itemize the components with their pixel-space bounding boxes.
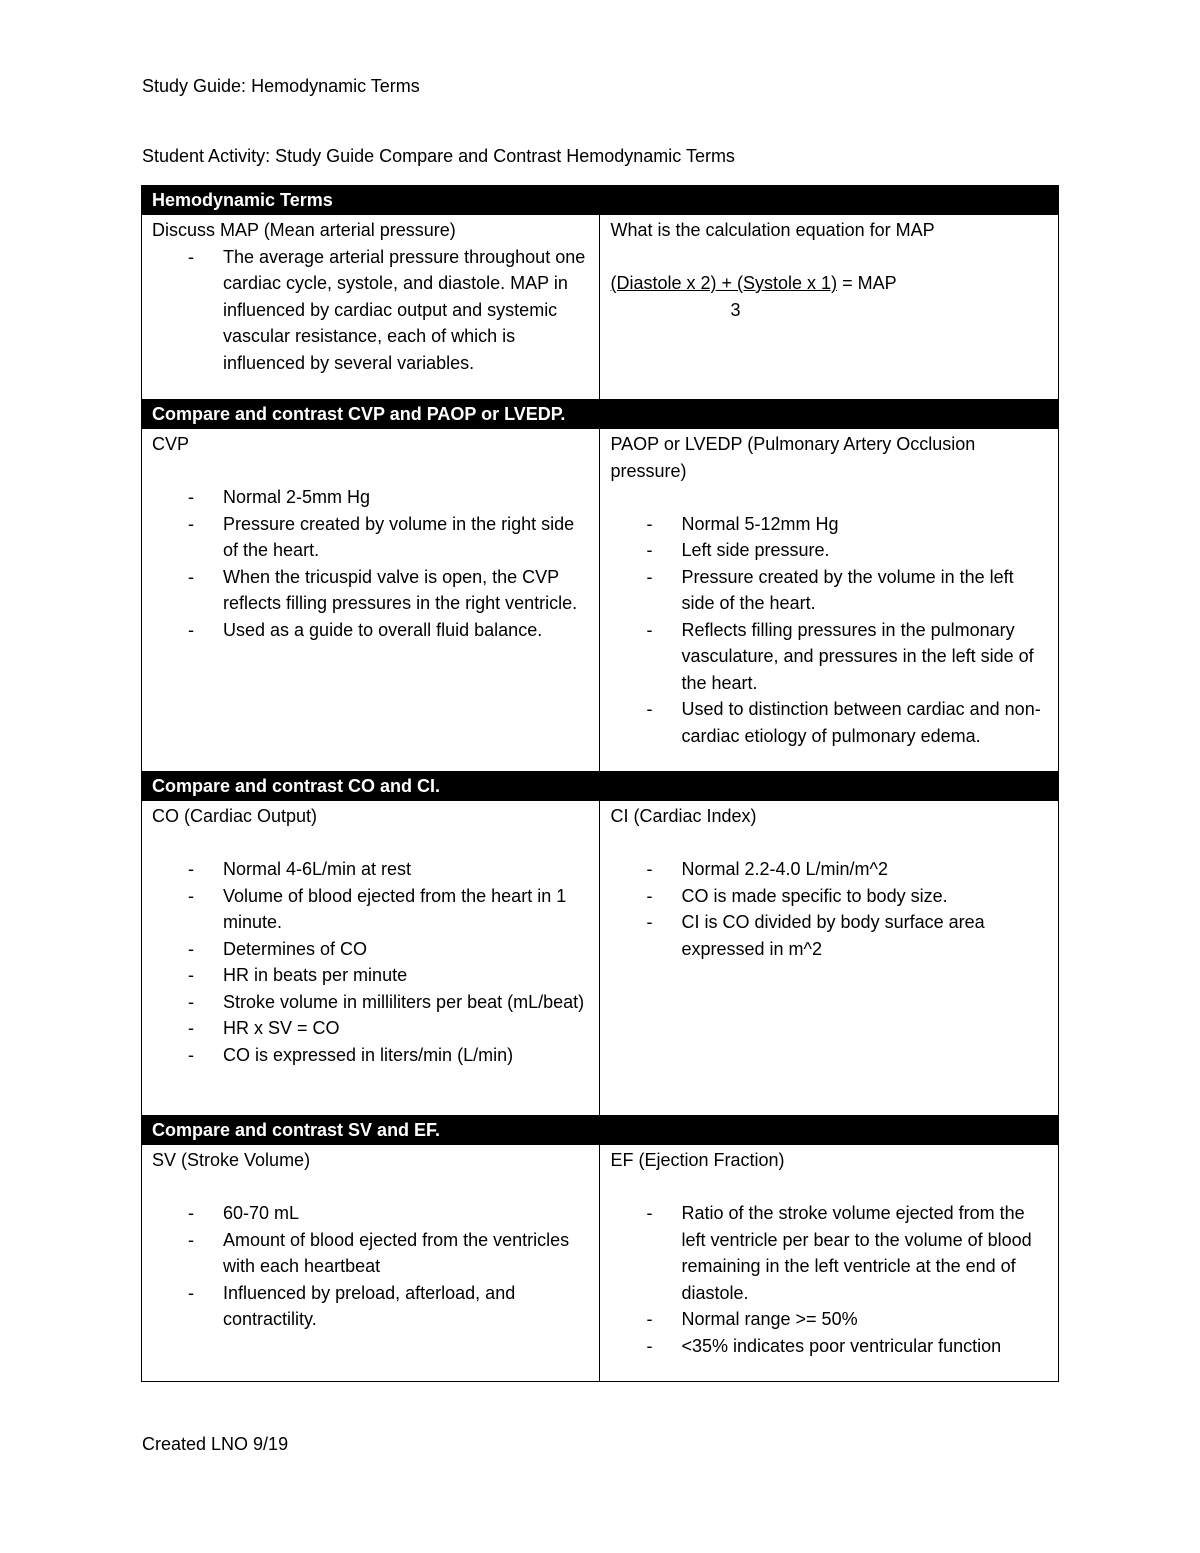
bullet-list <box>610 1200 1048 1359</box>
bullet-list <box>610 511 1048 750</box>
hemodynamic-terms-table <box>141 185 1059 1382</box>
ci-cell <box>600 801 1059 1116</box>
section-heading: Hemodynamic Terms <box>142 186 1059 215</box>
list-item: - Left side pressure. <box>610 537 1048 564</box>
list-item: - Ratio of the stroke volume ejected from the left ventricle per bear to the volume of blood remaining in the left ventricle at the end of diastole. <box>610 1200 1048 1306</box>
bullet-list <box>152 484 589 643</box>
cell-title: CO (Cardiac Output) <box>152 806 318 826</box>
sv-cell <box>142 1145 600 1382</box>
list-item: - Normal 5-12mm Hg <box>610 511 1048 538</box>
ef-cell <box>600 1145 1059 1382</box>
cell-title: PAOP or LVEDP (Pulmonary Artery Occlusion pressure) <box>610 434 976 481</box>
list-item: - Stroke volume in milliliters per beat (mL/beat) <box>152 989 589 1016</box>
list-item: - Determines of CO <box>152 936 589 963</box>
map-equation <box>610 270 1048 297</box>
list-item: - <35% indicates poor ventricular function <box>610 1333 1048 1360</box>
list-item: - Normal range >= 50% <box>610 1306 1048 1333</box>
section-header-row <box>142 772 1059 801</box>
list-item: - Amount of blood ejected from the ventricles with each heartbeat <box>152 1227 589 1280</box>
bullet-list <box>610 856 1048 962</box>
section-heading: Compare and contrast CO and CI. <box>142 772 1059 801</box>
list-item: - Normal 4-6L/min at rest <box>152 856 589 883</box>
map-equation-cell <box>600 215 1059 400</box>
list-item: - CI is CO divided by body surface area expressed in m^2 <box>610 909 1048 962</box>
bullet-list <box>152 856 589 1068</box>
list-item: - Pressure created by the volume in the left side of the heart. <box>610 564 1048 617</box>
table-row <box>142 429 1059 772</box>
list-item: - The average arterial pressure throughout one cardiac cycle, systole, and diastole. MAP in influenced by cardiac output and systemic vascular resistance, each of which is influenced by several variables. <box>152 244 589 377</box>
cvp-cell <box>142 429 600 772</box>
list-item: - HR x SV = CO <box>152 1015 589 1042</box>
section-heading: Compare and contrast SV and EF. <box>142 1116 1059 1145</box>
cell-title: CI (Cardiac Index) <box>610 806 757 826</box>
bullet-list <box>152 1200 589 1333</box>
cell-title: CVP <box>152 434 190 454</box>
map-discussion-cell <box>142 215 600 400</box>
section-header-row <box>142 186 1059 215</box>
table-row <box>142 215 1059 400</box>
equation-numerator: (Diastole x 2) + (Systole x 1) <box>610 273 838 293</box>
footer-text: Created LNO 9/19 <box>142 1434 289 1454</box>
list-item: - 60-70 mL <box>152 1200 589 1227</box>
cell-title: EF (Ejection Fraction) <box>610 1150 785 1170</box>
section-heading: Compare and contrast CVP and PAOP or LVEDP. <box>142 400 1059 429</box>
list-item: - CO is expressed in liters/min (L/min) <box>152 1042 589 1069</box>
cell-title: Discuss MAP (Mean arterial pressure) <box>152 220 456 240</box>
section-header-row <box>142 400 1059 429</box>
co-cell <box>142 801 600 1116</box>
list-item: - Volume of blood ejected from the heart in 1 minute. <box>152 883 589 936</box>
list-item: - HR in beats per minute <box>152 962 589 989</box>
cell-title: What is the calculation equation for MAP <box>610 220 935 240</box>
equation-result: = MAP <box>837 273 897 293</box>
list-item: - Used to distinction between cardiac and non-cardiac etiology of pulmonary edema. <box>610 696 1048 749</box>
list-item: - Used as a guide to overall fluid balance. <box>152 617 589 644</box>
section-header-row <box>142 1116 1059 1145</box>
list-item: - Reflects filling pressures in the pulmonary vasculature, and pressures in the left side of the heart. <box>610 617 1048 697</box>
list-item: - CO is made specific to body size. <box>610 883 1048 910</box>
list-item: - Influenced by preload, afterload, and contractility. <box>152 1280 589 1333</box>
list-item: - When the tricuspid valve is open, the CVP reflects filling pressures in the right ventricle. <box>152 564 589 617</box>
paop-cell <box>600 429 1059 772</box>
table-row <box>142 1145 1059 1382</box>
bullet-list <box>152 244 589 377</box>
activity-title: Student Activity: Study Guide Compare and Contrast Hemodynamic Terms <box>142 146 735 166</box>
table-row <box>142 801 1059 1116</box>
list-item: - Normal 2-5mm Hg <box>152 484 589 511</box>
list-item: - Pressure created by volume in the right side of the heart. <box>152 511 589 564</box>
document-title: Study Guide: Hemodynamic Terms <box>142 76 420 96</box>
list-item: - Normal 2.2-4.0 L/min/m^2 <box>610 856 1048 883</box>
cell-title: SV (Stroke Volume) <box>152 1150 311 1170</box>
equation-denominator: 3 <box>730 299 741 320</box>
